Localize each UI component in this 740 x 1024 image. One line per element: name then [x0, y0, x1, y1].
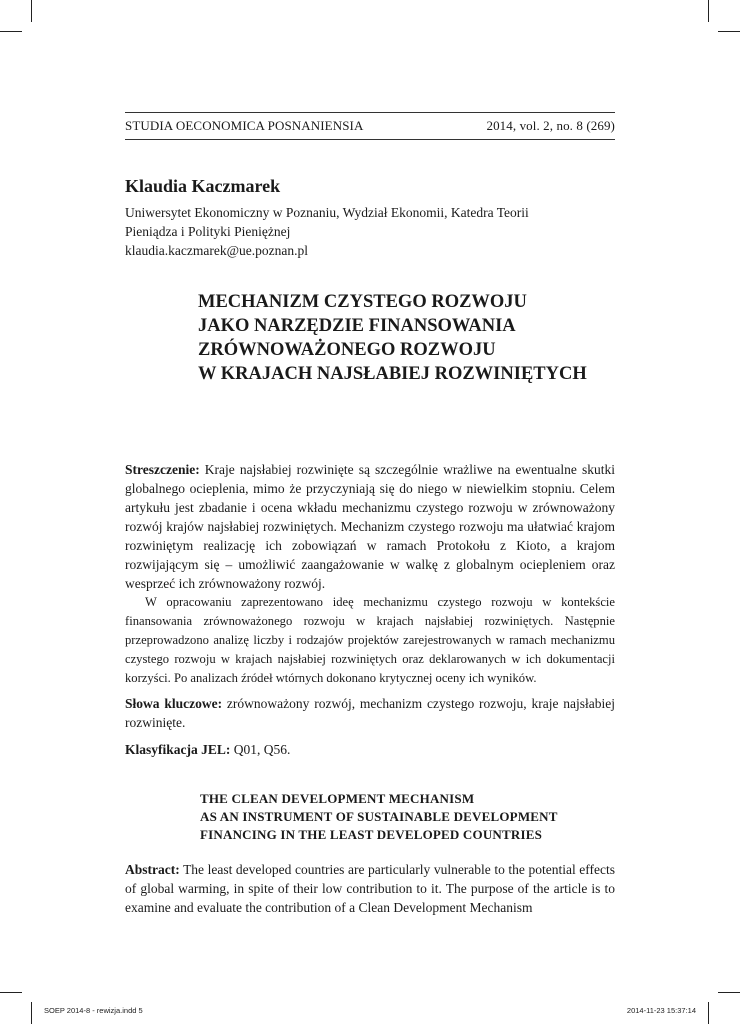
crop-mark-left-top	[0, 31, 22, 32]
journal-name: STUDIA OECONOMICA POSNANIENSIA	[125, 118, 364, 133]
jel-classification	[125, 740, 615, 759]
keywords-label: Słowa kluczowe:	[125, 696, 223, 711]
crop-mark-top-left	[31, 0, 32, 22]
title-pl-line-4: W KRAJACH NAJSŁABIEJ ROZWINIĘTYCH	[198, 364, 587, 384]
title-pl-line-1: MECHANIZM CZYSTEGO ROZWOJU	[198, 292, 527, 312]
title-pl-line-2: JAKO NARZĘDZIE FINANSOWANIA	[198, 316, 516, 336]
crop-mark-top-right	[708, 0, 709, 22]
print-slug-file: SOEP 2014-8 - rewizja.indd 5	[44, 1006, 143, 1015]
jel-label: Klasyfikacja JEL:	[125, 742, 231, 757]
jel-text: Q01, Q56.	[233, 742, 291, 757]
crop-mark-bottom-left	[31, 1002, 32, 1024]
abstract-english	[125, 860, 615, 917]
crop-mark-bottom-right	[708, 1002, 709, 1024]
print-slug-timestamp: 2014-11-23 15:37:14	[626, 1006, 696, 1015]
author-name: Klaudia Kaczmarek	[125, 176, 281, 196]
abstract-en-label: Abstract:	[125, 862, 180, 877]
keywords	[125, 694, 615, 732]
title-english	[200, 790, 620, 844]
author-block	[125, 176, 615, 260]
title-pl-line-3: ZRÓWNOWAŻONEGO ROZWOJU	[198, 340, 496, 360]
title-en-line-1: THE CLEAN DEVELOPMENT MECHANISM	[200, 791, 475, 806]
affiliation-line-2: Pieniądza i Polityki Pieniężnej	[125, 224, 291, 239]
crop-mark-right-top	[718, 31, 740, 32]
title-polish	[198, 290, 628, 386]
author-email: klaudia.kaczmarek@ue.poznan.pl	[125, 243, 308, 258]
crop-mark-left-bottom	[0, 992, 22, 993]
abstract-pl-paragraph-2: W opracowaniu zaprezentowano ideę mechanizmu czystego rozwoju w kontekście finansowania zrównoważonego rozwoju w krajach najsłabiej rozwiniętych. Następnie przeprowadzono analizę liczby i rodzajów projektów zarejestrowanych w ramach mechanizmu czystego rozwoju w krajach najsłabiej rozwiniętych oraz deklarowanych w ich dokumentacji korzyści. Po analizach źródeł wtórnych dokonano krytycznej oceny ich wyników.	[125, 595, 615, 685]
abstract-en-text: The least developed countries are particularly vulnerable to the potential effects of global warming, in spite of their low contribution to it. The purpose of the article is to examine and evaluate the contribution of a Clean Development Mechanism	[125, 862, 615, 915]
abstract-polish	[125, 460, 615, 759]
issue-info: 2014, vol. 2, no. 8 (269)	[486, 118, 615, 133]
title-en-line-2: AS AN INSTRUMENT OF SUSTAINABLE DEVELOPMENT	[200, 809, 558, 824]
running-header	[125, 112, 615, 140]
affiliation-line-1: Uniwersytet Ekonomiczny w Poznaniu, Wydział Ekonomii, Katedra Teorii	[125, 205, 529, 220]
abstract-pl-label: Streszczenie:	[125, 462, 200, 477]
keywords-text: zrównoważony rozwój, mechanizm czystego rozwoju, kraje najsłabiej rozwinięte.	[125, 696, 616, 730]
crop-mark-right-bottom	[718, 992, 740, 993]
title-en-line-3: FINANCING IN THE LEAST DEVELOPED COUNTRIES	[200, 827, 543, 842]
abstract-pl-paragraph-1	[125, 460, 615, 593]
abstract-pl-text-1: Kraje najsłabiej rozwinięte są szczególnie wrażliwe na ewentualne skutki globalnego ocieplenia, mimo że przyczyniają się do niego w niewielkim stopniu. Celem artykułu jest zbadanie i ocena wkładu mechanizmu czystego rozwoju w zrównoważony rozwój krajów najsłabiej rozwiniętych. Mechanizm czystego rozwoju ma ułatwiać krajom rozwiniętym realizację ich zobowiązań w ramach Protokołu z Kioto, a krajom rozwijającym się – umożliwić zaangażowanie w walkę z globalnym ociepleniem oraz wesprzeć ich zrównoważony rozwój.	[125, 462, 615, 591]
